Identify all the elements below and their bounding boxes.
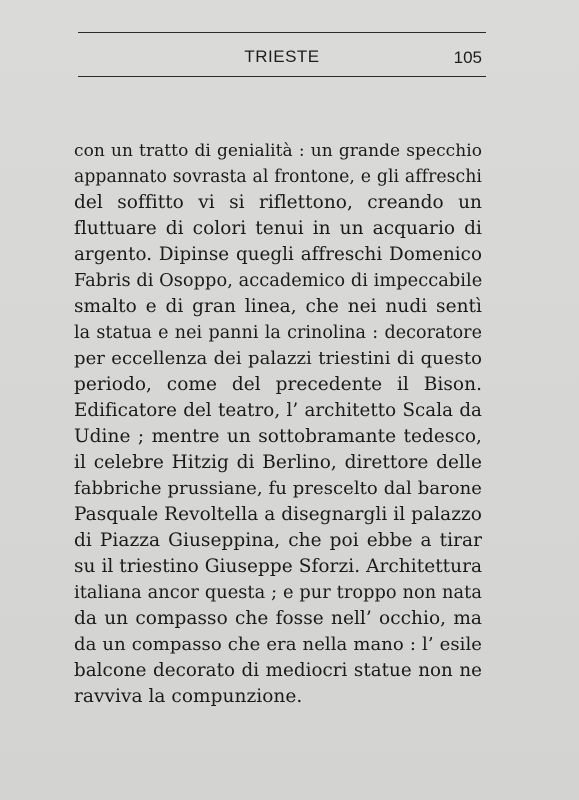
text-line: Udine ; mentre un sottobramante tedesco, [74,426,482,447]
text-line: appannato sovrasta al frontone, e gli affreschi [74,167,482,187]
text-line: fluttuare di colori tenui in un acquario di [74,218,482,239]
text-line: balcone decorato di mediocri statue non ne [74,660,482,681]
text-line: per eccellenza dei palazzi triestini di questo [74,348,482,369]
text-line-last: ravviva la compunzione. [74,686,303,707]
page-number: 105 [453,48,482,67]
text-line: la statua e nei panni la crinolina : decoratore [74,323,482,343]
text-line: il celebre Hitzig di Berlino, direttore delle [74,452,482,473]
text-line: da un compasso che fosse nell’ occhio, ma [74,608,482,629]
text-line: di Piazza Giuseppina, che poi ebbe a tirar [74,530,482,551]
running-head: TRIESTE [244,47,320,66]
text-line: da un compasso che era nella mano : l’ esile [74,634,482,655]
text-line: periodo, come del precedente il Bison. [74,374,482,395]
text-line: su il triestino Giuseppe Sforzi. Architettura [74,556,483,577]
text-line: Edificatore del teatro, l’ architetto Scala da [74,400,482,421]
page-header [78,45,486,71]
text-line: Pasquale Revoltella a disegnargli il palazzo [74,504,482,525]
text-line: del soffitto vi si riflettono, creando un [74,192,482,213]
header-top-rule [78,32,486,33]
text-line: argento. Dipinse quegli affreschi Domenico [74,244,482,265]
text-line: smalto e di gran linea, che nei nudi sentì [74,296,482,317]
text-line: Fabris di Osoppo, accademico di impeccabile [74,271,483,291]
header-bottom-rule [78,76,486,77]
text-line: con un tratto di genialità : un grande specchio [74,141,482,161]
body-paragraph [74,138,482,710]
text-line: italiana ancor questa ; e pur troppo non nata [74,583,482,603]
text-line: fabbriche prussiane, fu prescelto dal barone [74,478,482,499]
